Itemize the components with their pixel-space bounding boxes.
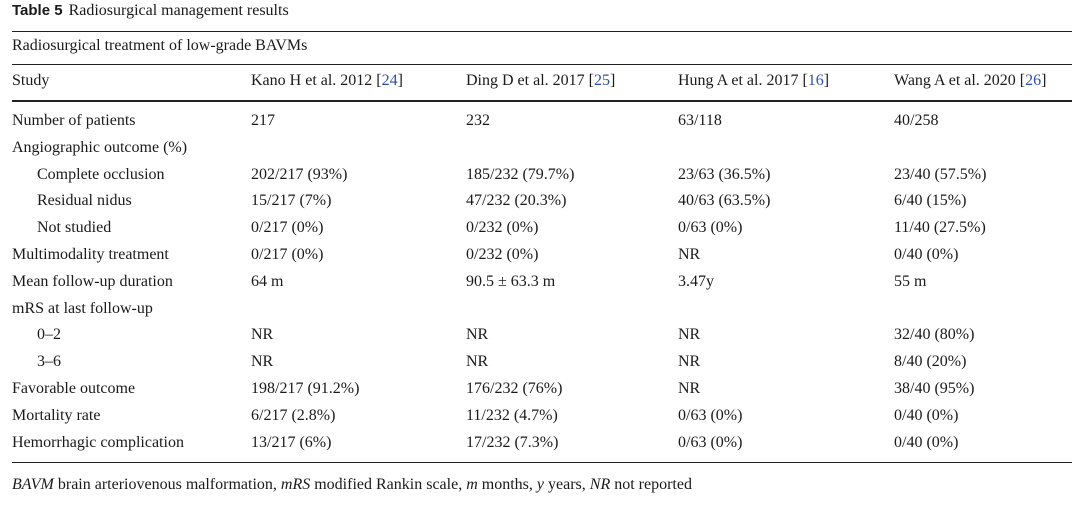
- table-cell: 0/40 (0%): [894, 406, 959, 424]
- table-cell: 0/40 (0%): [894, 433, 959, 451]
- row-label: Multimodality treatment: [12, 246, 169, 263]
- table-cell: 0/232 (0%): [466, 219, 539, 237]
- table-cell: 32/40 (80%): [894, 326, 975, 344]
- footnote-abbreviation: m: [466, 476, 478, 493]
- table-cell: 8/40 (20%): [894, 353, 967, 371]
- table-row: [0, 139, 1080, 165]
- footnote-abbreviation: y: [536, 476, 544, 493]
- table-row: [0, 192, 1080, 218]
- footnote-abbreviation: BAVM: [12, 476, 54, 493]
- table-cell: 38/40 (95%): [894, 380, 975, 397]
- table-cell: 23/63 (36.5%): [678, 165, 771, 183]
- header-bracket: ]: [823, 72, 830, 89]
- row-label: 3–6: [37, 353, 61, 371]
- table-cell: 64 m: [251, 272, 284, 290]
- table-row: [0, 434, 1080, 460]
- table-cell: 176/232 (76%): [466, 380, 563, 397]
- bottom-rule: [12, 462, 1072, 463]
- table-row: [0, 326, 1080, 352]
- footnote-definition: months,: [477, 476, 537, 493]
- table-cell: 47/232 (20.3%): [466, 192, 567, 210]
- footnote-definition: brain arteriovenous malformation,: [53, 476, 281, 493]
- row-label: Complete occlusion: [37, 165, 165, 183]
- table-cell: 11/40 (27.5%): [894, 219, 986, 237]
- reference-link[interactable]: 16: [807, 72, 824, 89]
- header-study-name: Kano H et al. 2012 [: [251, 72, 382, 89]
- table-cell: 0/40 (0%): [894, 246, 959, 263]
- table-row: [0, 380, 1080, 406]
- table-cell: 232: [466, 112, 490, 129]
- header-bracket: ]: [397, 72, 403, 89]
- table-cell: 13/217 (6%): [251, 433, 332, 451]
- footnote-abbreviation: NR: [589, 476, 611, 493]
- table-title: Radiosurgical management results: [68, 2, 289, 19]
- table-row: [0, 112, 1080, 138]
- header-study-2: [466, 72, 615, 90]
- header-study-name: Wang A et al. 2020 [: [894, 72, 1026, 89]
- top-rule: [12, 31, 1072, 32]
- table-cell: 17/232 (7.3%): [466, 433, 559, 451]
- table-cell: NR: [466, 326, 489, 344]
- footnote-abbreviation: mRS: [280, 476, 311, 493]
- table-cell: 217: [251, 112, 275, 129]
- table-cell: 23/40 (57.5%): [894, 165, 987, 183]
- header-rule: [12, 100, 1072, 102]
- table-cell: NR: [678, 326, 701, 344]
- table-cell: 11/232 (4.7%): [466, 406, 558, 424]
- table-cell: 40/63 (63.5%): [678, 192, 771, 210]
- table-caption: [12, 2, 289, 20]
- table-cell: 40/258: [894, 112, 939, 129]
- section-title: Radiosurgical treatment of low-grade BAVMs: [12, 37, 308, 54]
- header-study-name: Ding D et al. 2017 [: [466, 72, 594, 89]
- header-study-4: [894, 72, 1046, 90]
- table-cell: NR: [678, 380, 701, 397]
- table-row: [0, 273, 1080, 299]
- row-label: Not studied: [37, 219, 112, 237]
- table-cell: 55 m: [894, 272, 927, 290]
- table-row: [0, 300, 1080, 326]
- section-rule: [12, 64, 1072, 65]
- footnote-definition: not reported: [610, 476, 692, 493]
- row-label: Hemorrhagic complication: [12, 433, 184, 451]
- header-bracket: ]: [1041, 72, 1047, 89]
- table-footnote: [12, 476, 692, 494]
- table-row: [0, 219, 1080, 245]
- table-cell: 0/232 (0%): [466, 246, 539, 263]
- table-row: [0, 353, 1080, 379]
- table-cell: NR: [251, 353, 274, 371]
- table-cell: NR: [678, 246, 701, 263]
- table-cell: 90.5 ± 63.3 m: [466, 272, 556, 290]
- footnote-definition: modified Rankin scale,: [310, 476, 467, 493]
- row-label: Favorable outcome: [12, 380, 136, 397]
- table-cell: 202/217 (93%): [251, 165, 348, 183]
- table-cell: 185/232 (79.7%): [466, 165, 575, 183]
- table-cell: 198/217 (91.2%): [251, 380, 360, 397]
- row-label: mRS at last follow-up: [12, 299, 153, 317]
- table-cell: 3.47y: [678, 272, 714, 290]
- table-cell: 0/63 (0%): [678, 219, 743, 237]
- row-label: Mortality rate: [12, 406, 101, 424]
- row-label: Residual nidus: [37, 192, 132, 210]
- table-cell: 6/40 (15%): [894, 192, 967, 210]
- table-cell: 15/217 (7%): [251, 192, 332, 210]
- row-label: Angiographic outcome (%): [12, 138, 188, 156]
- table-cell: 0/217 (0%): [251, 246, 324, 263]
- table-cell: NR: [251, 326, 274, 344]
- reference-link[interactable]: 25: [593, 72, 610, 89]
- row-label: 0–2: [37, 326, 61, 344]
- table-row: [0, 246, 1080, 272]
- table-cell: 0/63 (0%): [678, 433, 743, 451]
- header-study-name: Hung A et al. 2017 [: [678, 72, 808, 89]
- table-cell: 63/118: [678, 112, 722, 129]
- header-bracket: ]: [609, 72, 616, 89]
- table-cell: NR: [466, 353, 489, 371]
- table-cell: 6/217 (2.8%): [251, 406, 336, 424]
- row-label: Mean follow-up duration: [12, 272, 173, 290]
- table-cell: NR: [678, 353, 701, 371]
- footnote-definition: years,: [544, 476, 590, 493]
- table-cell: 0/63 (0%): [678, 406, 743, 424]
- header-study: Study: [12, 72, 50, 89]
- reference-link[interactable]: 24: [381, 72, 398, 89]
- header-study-3: [678, 72, 829, 90]
- table-label: Table 5: [12, 2, 63, 19]
- reference-link[interactable]: 26: [1025, 72, 1042, 89]
- header-study-1: [251, 72, 403, 90]
- table-row: [0, 407, 1080, 433]
- row-label: Number of patients: [12, 112, 136, 129]
- table-cell: 0/217 (0%): [251, 219, 324, 237]
- table-row: [0, 166, 1080, 192]
